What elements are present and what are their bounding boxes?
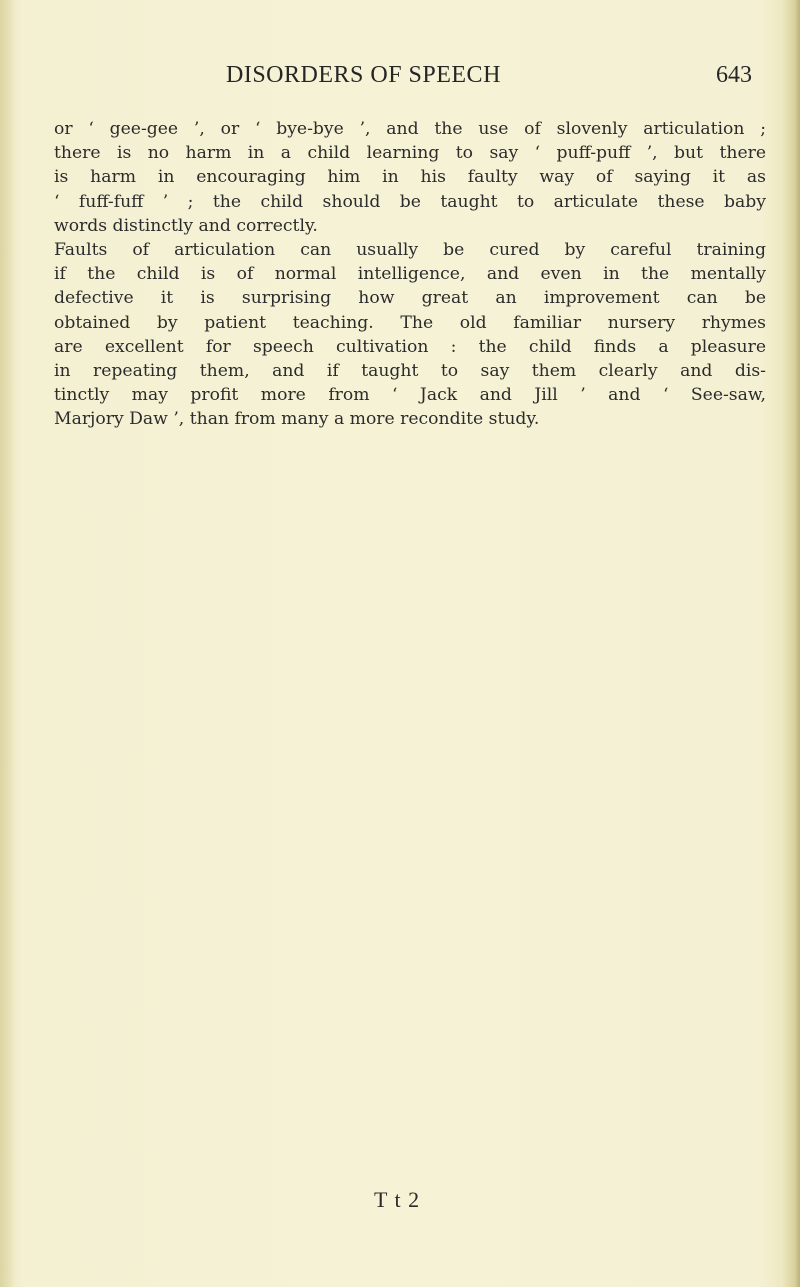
text-line: tinctly may profit more from ‘ Jack and Jill ’ and ‘ See-saw, [54,385,766,406]
text-line: Marjory Daw ’, than from many a more recondite study. [54,409,540,430]
page-left-edge-shadow [0,0,14,1287]
page-right-edge-shadow [782,0,800,1287]
text-line: defective it is surprising how great an improvement can be [54,288,766,309]
text-line: words distinctly and correctly. [54,215,318,236]
text-line: in repeating them, and if taught to say them clearly and dis- [54,360,766,381]
text-line: if the child is of normal intelligence, and even in the mentally [54,264,766,285]
page-number: 643 [716,62,752,88]
text-line: Faults of articulation can usually be cured by careful training [54,239,766,260]
body-text [54,117,766,431]
text-line: or ‘ gee-gee ’, or ‘ bye-bye ’, and the use of slovenly articulation ; [54,119,766,139]
signature-mark: T t 2 [374,1187,421,1212]
text-line: is harm in encouraging him in his faulty way of saying it as [54,167,766,188]
paragraph-1 [54,117,766,238]
text-line: there is no harm in a child learning to say ‘ puff-puff ’, but there [54,143,766,164]
text-line: ‘ fuff-fuff ’ ; the child should be taught to articulate these baby [54,191,766,212]
running-title: DISORDERS OF SPEECH [226,62,501,88]
text-line: are excellent for speech cultivation : the child finds a pleasure [54,336,766,357]
paragraph-2 [54,238,766,432]
running-head [0,62,800,102]
text-line: obtained by patient teaching. The old familiar nursery rhymes [54,312,766,333]
